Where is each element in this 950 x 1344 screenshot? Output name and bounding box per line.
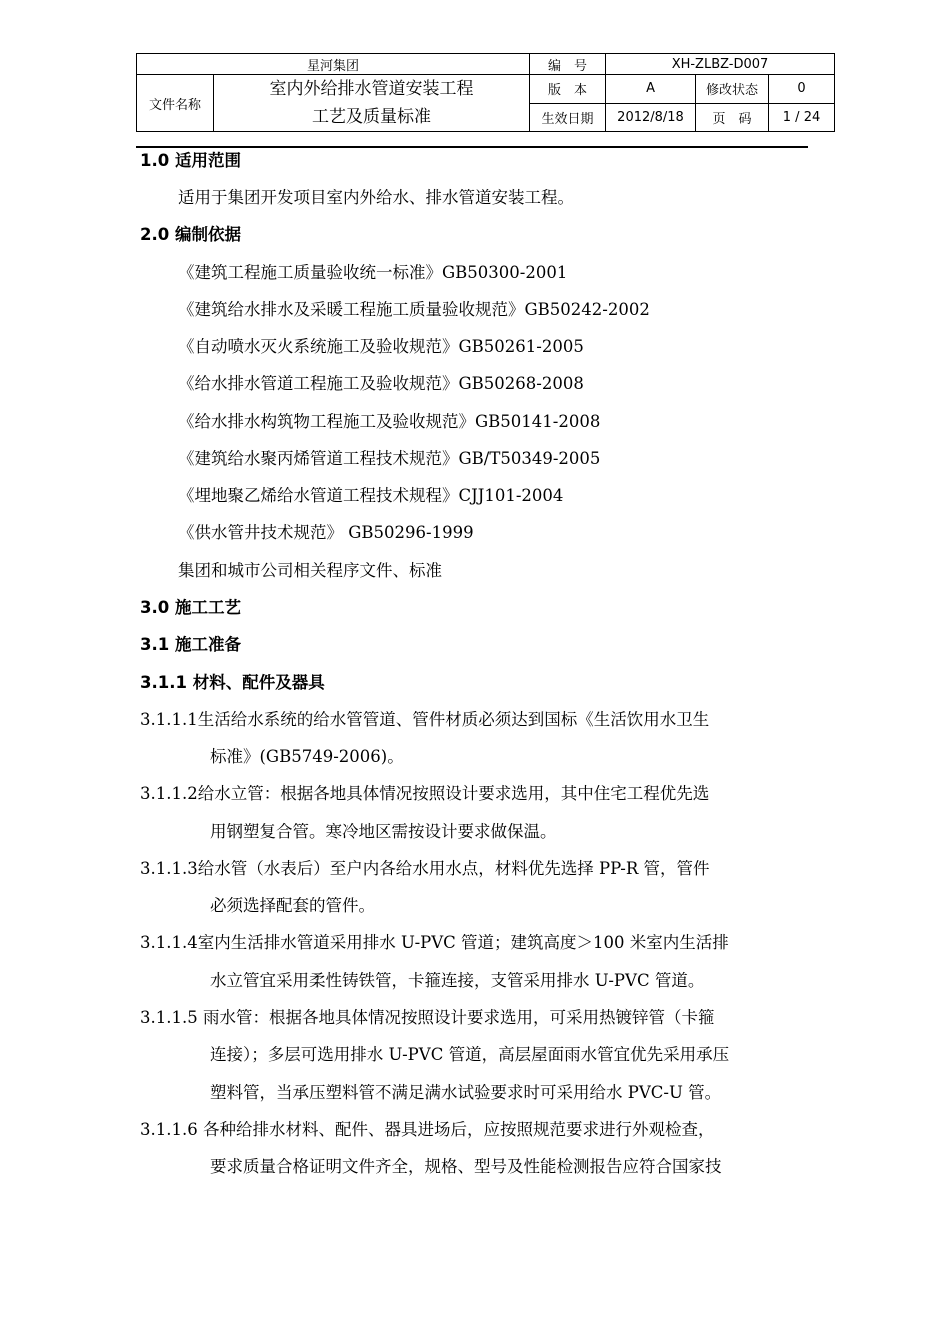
- clause-line: 标准》(GB5749-2006)。: [210, 747, 404, 766]
- section-3-1-1-heading: 3.1.1 材料、配件及器具: [140, 673, 325, 692]
- document-title-line2: 工艺及质量标准: [312, 107, 431, 127]
- clause-line: 3.1.1.4室内生活排水管道采用排水 U-PVC 管道；建筑高度＞100 米室内生活排: [140, 933, 729, 952]
- clause-line: 3.1.1.6 各种给排水材料、配件、器具进场后，应按照规范要求进行外观检查，: [140, 1120, 715, 1139]
- reference-item: 《建筑给水排水及采暖工程施工质量验收规范》GB50242-2002: [178, 300, 650, 319]
- reference-item: 《给水排水构筑物工程施工及验收规范》GB50141-2008: [178, 412, 601, 431]
- number-value: XH-ZLBZ-D007: [606, 54, 835, 75]
- clause-line: 3.1.1.2给水立管：根据各地具体情况按照设计要求选用，其中住宅工程优先选: [140, 784, 710, 803]
- clause-line: 3.1.1.3给水管（水表后）至户内各给水用水点，材料优先选择 PP-R 管，管件: [140, 859, 710, 878]
- revision-value: 0: [769, 75, 835, 104]
- clause-line: 水立管宜采用柔性铸铁管，卡箍连接，支管采用排水 U-PVC 管道。: [210, 971, 705, 990]
- document-title: [214, 75, 530, 132]
- section-1-text: 适用于集团开发项目室内外给水、排水管道安装工程。: [178, 188, 574, 207]
- file-name-label: 文件名称: [137, 75, 214, 132]
- document-title-line1: 室内外给排水管道安装工程: [269, 79, 474, 99]
- clause-line: 用钢塑复合管。寒冷地区需按设计要求做保温。: [210, 822, 557, 841]
- section-1-heading: 1.0 适用范围: [140, 151, 241, 170]
- number-label: 编 号: [530, 54, 606, 75]
- header-divider: [136, 146, 808, 148]
- effective-date-value: 2012/8/18: [606, 103, 696, 132]
- header-table: [136, 53, 835, 132]
- section-3-heading: 3.0 施工工艺: [140, 598, 241, 617]
- clause-line: 塑料管，当承压塑料管不满足满水试验要求时可采用给水 PVC-U 管。: [210, 1083, 722, 1102]
- clause-line: 必须选择配套的管件。: [210, 896, 375, 915]
- clause-line: 3.1.1.1生活给水系统的给水管管道、管件材质必须达到国标《生活饮用水卫生: [140, 710, 710, 729]
- revision-label: 修改状态: [696, 75, 769, 104]
- reference-item: 《自动喷水灭火系统施工及验收规范》GB50261-2005: [178, 337, 584, 356]
- reference-item: 《建筑工程施工质量验收统一标准》GB50300-2001: [178, 263, 568, 282]
- clause-line: 3.1.1.5 雨水管：根据各地具体情况按照设计要求选用，可采用热镀锌管（卡箍: [140, 1008, 715, 1027]
- reference-item: 《埋地聚乙烯给水管道工程技术规程》CJJ101-2004: [178, 486, 564, 505]
- page-value: 1 / 24: [769, 103, 835, 132]
- reference-item: 《供水管井技术规范》 GB50296-1999: [178, 523, 474, 542]
- section-3-1-heading: 3.1 施工准备: [140, 635, 241, 654]
- clause-line: 连接）；多层可选用排水 U-PVC 管道，高层屋面雨水管宜优先采用承压: [210, 1045, 730, 1064]
- version-label: 版 本: [530, 75, 606, 104]
- page-label: 页 码: [696, 103, 769, 132]
- reference-item: 《建筑给水聚丙烯管道工程技术规范》GB/T50349-2005: [178, 449, 601, 468]
- version-value: A: [606, 75, 696, 104]
- section-2-heading: 2.0 编制依据: [140, 225, 241, 244]
- reference-item: 集团和城市公司相关程序文件、标准: [178, 561, 442, 580]
- clause-line: 要求质量合格证明文件齐全，规格、型号及性能检测报告应符合国家技: [210, 1157, 722, 1176]
- effective-date-label: 生效日期: [530, 103, 606, 132]
- reference-item: 《给水排水管道工程施工及验收规范》GB50268-2008: [178, 374, 584, 393]
- company-name: 星河集团: [137, 54, 530, 75]
